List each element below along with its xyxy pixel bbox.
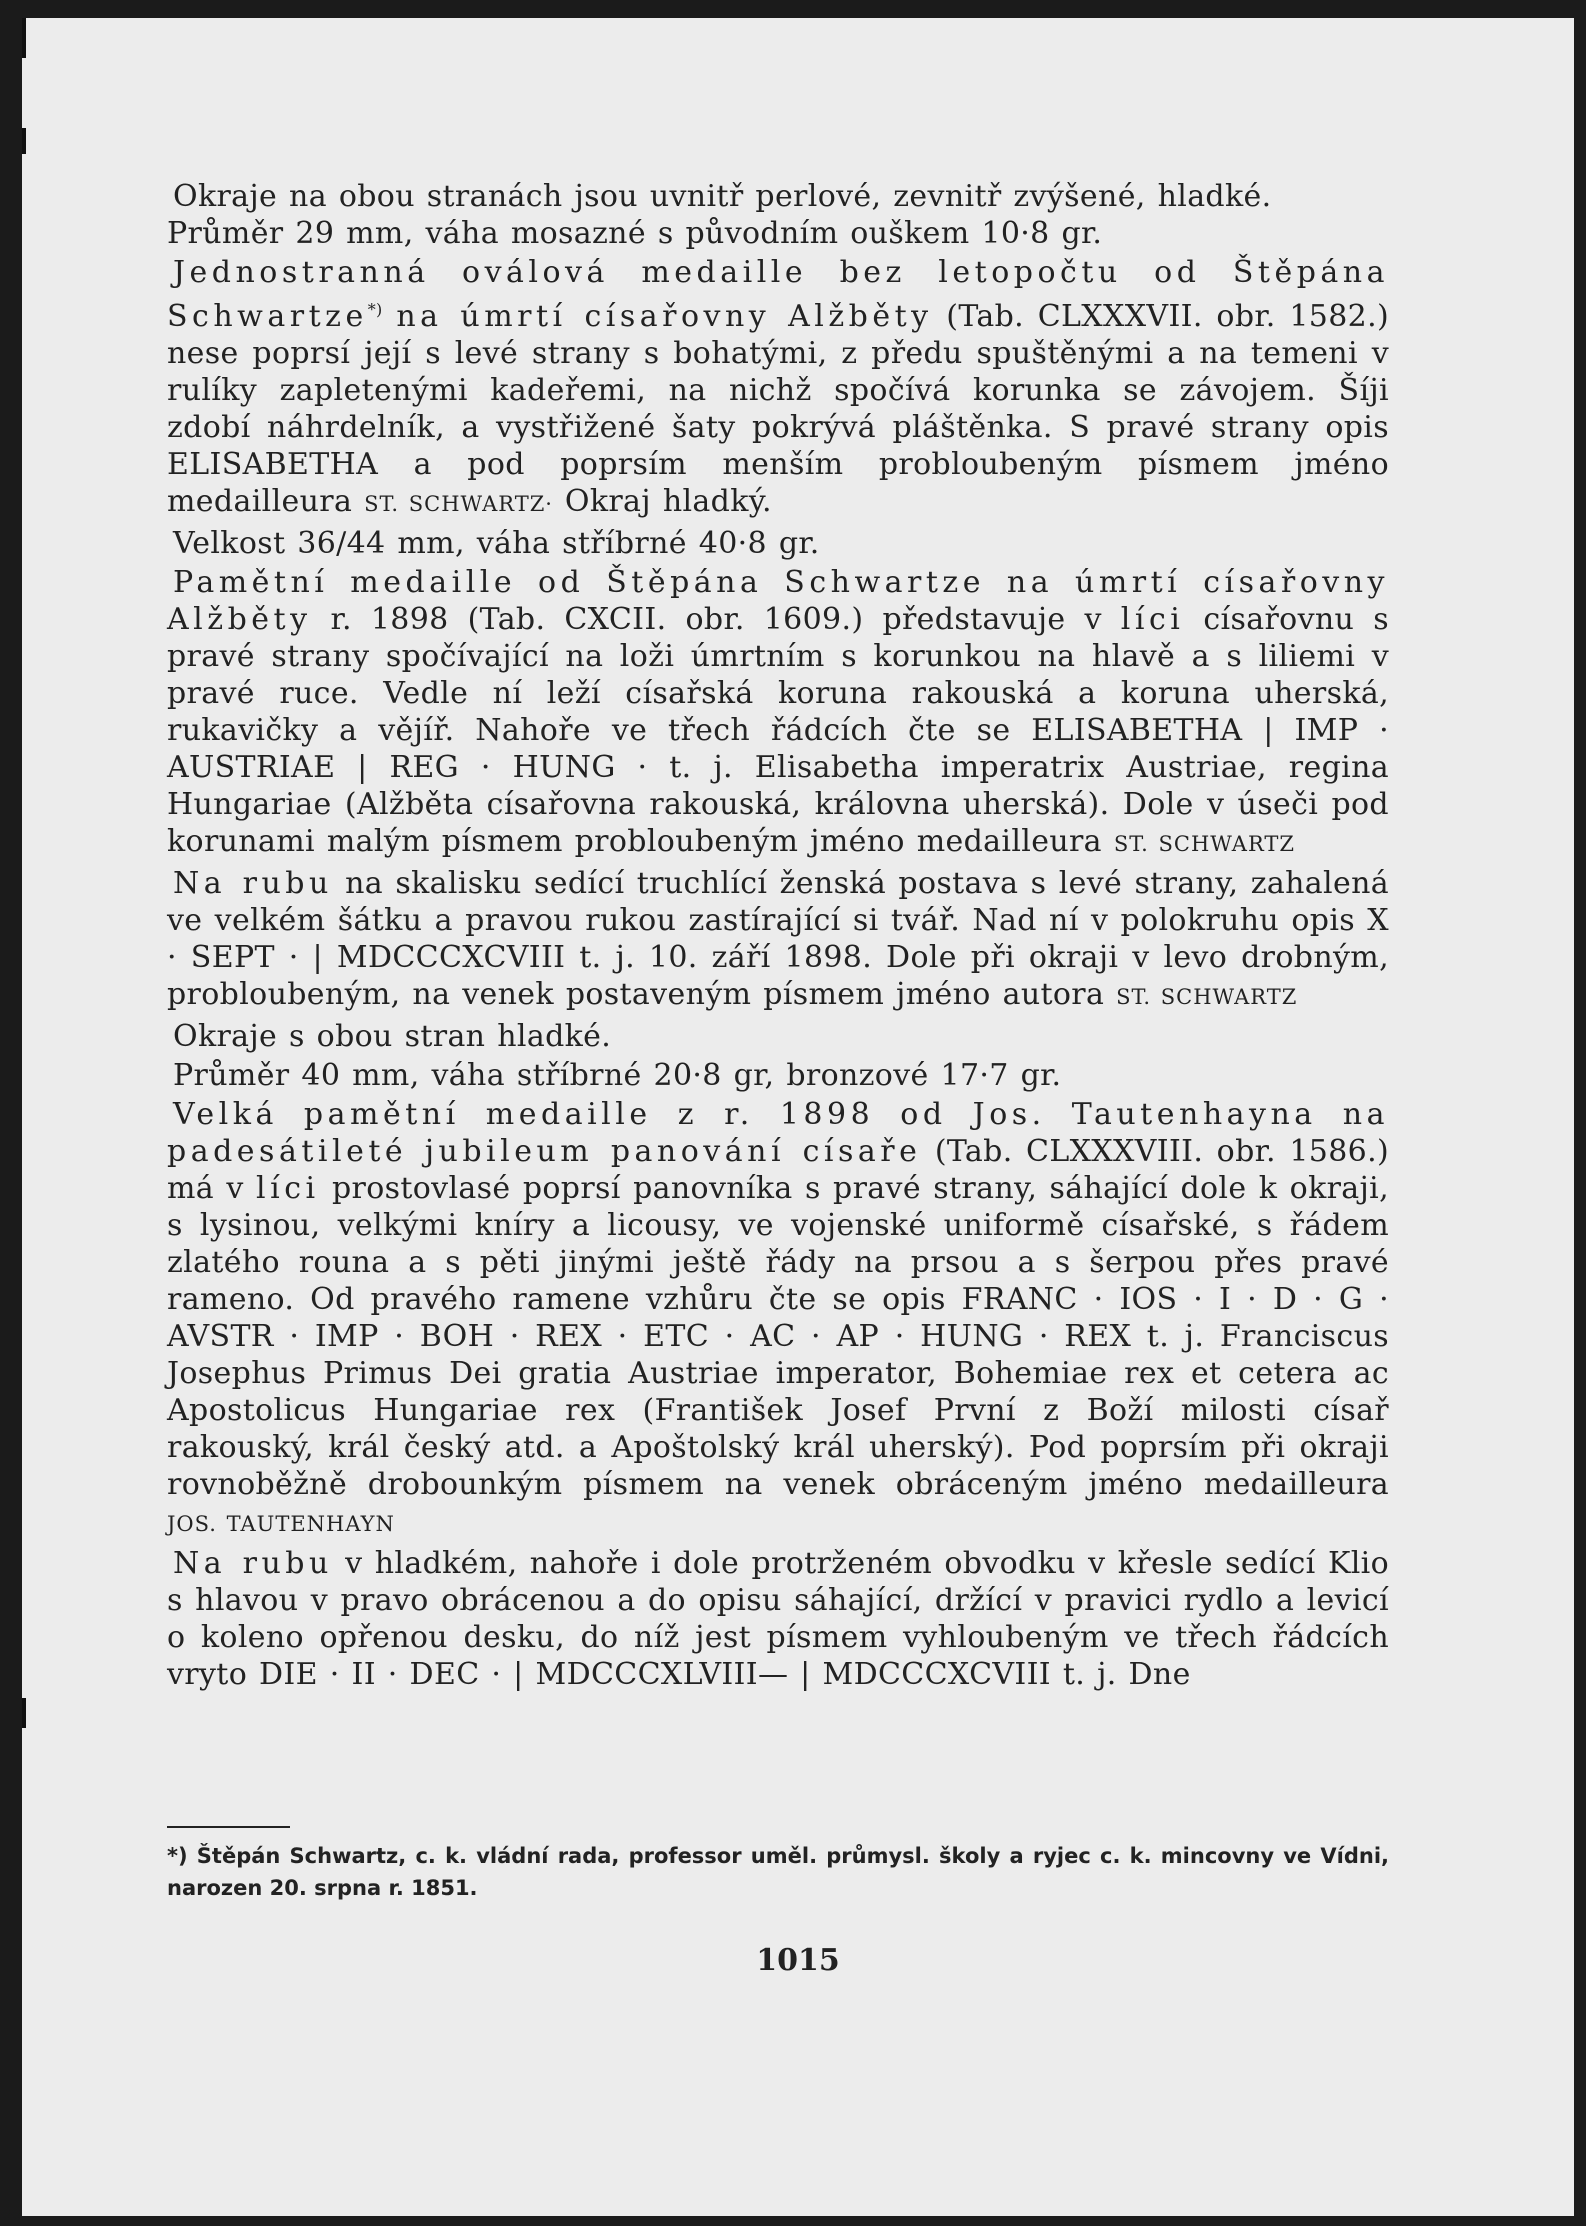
paragraph-memorial-medal: Pamětní medaille od Štěpána Schwartze na úmrtí císařovny Alžběty r. 1898 (Tab. CXCII. obr. 1609.) představuje v líci císařovnu s pravé strany spočívající na loži úmrtním s korunkou na hlavě a s liliemi v pravé ruce. Vedle ní leží císařská koruna rakouská a koruna uherská, rukavičky a vějíř. Nahoře ve třech řádcích čte se ELISABETHA | IMP · AUSTRIAE | REG · HUNG · t. j. Elisabetha imperatrix Austriae, regina Hungariae (Alžběta císařovna rakouská, královna uherská). Dole v úseči pod korunami malým písmem probloubeným jméno medailleura ST. SCHWARTZ <box>167 565 1389 859</box>
footnote-marker: *) <box>367 300 383 319</box>
paragraph-reverse-2: Na rubu v hladkém, nahoře i dole protrženém obvodku v křesle sedící Klio s hlavou v pravo obrácenou a do opisu sáhající, držící v pravici rydlo a levicí o koleno opřenou desku, do níž jest písmem vyhloubeným ve třech řádcích vryto DIE · II · DEC · | MDCCCXLVIII— | MDCCCXCVIII t. j. Dne <box>167 1546 1390 1692</box>
paragraph-edges-2: Okraje s obou stran hladké. <box>173 1019 612 1054</box>
paragraph-jubilee-medal: Velká pamětní medaille z r. 1898 od Jos. Tautenhayna na padesátileté jubileum panování císaře (Tab. CLXXXVIII. obr. 1586.) má v líci prostovlasé poprsí panovníka s pravé strany, sáhající dole k okraji, s lysinou, velkými kníry a licousy, ve vojenské uniformě císařské, s řádem zlatého rouna a s pěti jinými ještě řády na prsou a s šerpou přes pravé rameno. Od pravého ramene vzhůru čte se opis FRANC · IOS · I · D · G · AVSTR · IMP · BOH · REX · ETC · AC · AP · HUNG · REX t. j. Franciscus Josephus Primus Dei gratia Austriae imperator, Bohemiae rex et cetera ac Apostolicus Hungariae rex (František Josef První z Boží milosti císař rakouský, král český atd. a Apoštolský král uherský). Pod poprsím při okraji rovnoběžně drobounkým písmem na venek obráceným jméno medailleura JOS. TAUTENHAYN <box>167 1097 1390 1536</box>
body-text <box>167 178 1389 1693</box>
oval-medal-title: Jednostranná oválová medaille bez letopočtu od Štěpána Schwartze <box>167 255 1389 334</box>
paragraph-size-2: Průměr 40 mm, váha stříbrné 20·8 gr, bronzové 17·7 gr. <box>173 1058 1062 1093</box>
binding-mark-bottom <box>22 1698 26 1728</box>
binding-mark-middle <box>22 128 26 154</box>
jubilee-medal-title: Velká pamětní medaille z r. 1898 od Jos. Tautenhayna na padesátileté jubileum panování císaře <box>167 1097 1389 1169</box>
paragraph-reverse-1: Na rubu na skalisku sedící truchlící ženská postava s levé strany, zahalená ve velkém šátku a pravou rukou zastírající si tvář. Nad ní v polokruhu opis X · SEPT · | MDCCCXCVIII t. j. 10. září 1898. Dole při okraji v levo drobným, probloubeným, na venek postaveným písmem jméno autora ST. SCHWARTZ <box>167 866 1389 1012</box>
binding-mark-top <box>22 18 26 58</box>
paragraph-size-1: Velkost 36/44 mm, váha stříbrné 40·8 gr. <box>173 526 820 561</box>
memorial-medal-title: Pamětní medaille od Štěpána Schwartze na úmrtí císařovny Alžběty <box>167 565 1389 637</box>
book-page <box>22 18 1574 2216</box>
paragraph-oval-medal: Jednostranná oválová medaille bez letopočtu od Štěpána Schwartze*) na úmrtí císařovny Alžběty (Tab. CLXXXVII. obr. 1582.) nese poprsí její s levé strany s bohatými, z předu spuštěnými a na temeni v rulíky zapletenými kadeřemi, na nichž spočívá korunka se závojem. Šíji zdobí náhrdelník, a vystřižené šaty pokrývá pláštěnka. S pravé strany opis ELISABETHA a pod poprsím menším probloubeným písmem jméno medailleura ST. SCHWARTZ· Okraj hladký. <box>167 255 1390 519</box>
paragraph-edges-1: Okraje na obou stranách jsou uvnitř perlové, zevnitř zvýšené, hladké. Průměr 29 mm, váha mosazné s původním ouškem 10·8 gr. <box>167 179 1272 251</box>
footnote-rule <box>167 1826 290 1828</box>
footnote: *) Štěpán Schwartz, c. k. vládní rada, professor uměl. průmysl. školy a ryjec c. k. mincovny ve Vídni, narozen 20. srpna r. 1851. <box>167 1844 1389 1900</box>
author-signature: ST. SCHWARTZ <box>1116 985 1298 1009</box>
page-number: 1015 <box>756 1943 840 1978</box>
engraver-signature: ST. SCHWARTZ· <box>364 492 553 516</box>
engraver-signature: JOS. TAUTENHAYN <box>167 1512 395 1536</box>
engraver-signature: ST. SCHWARTZ <box>1113 832 1295 856</box>
